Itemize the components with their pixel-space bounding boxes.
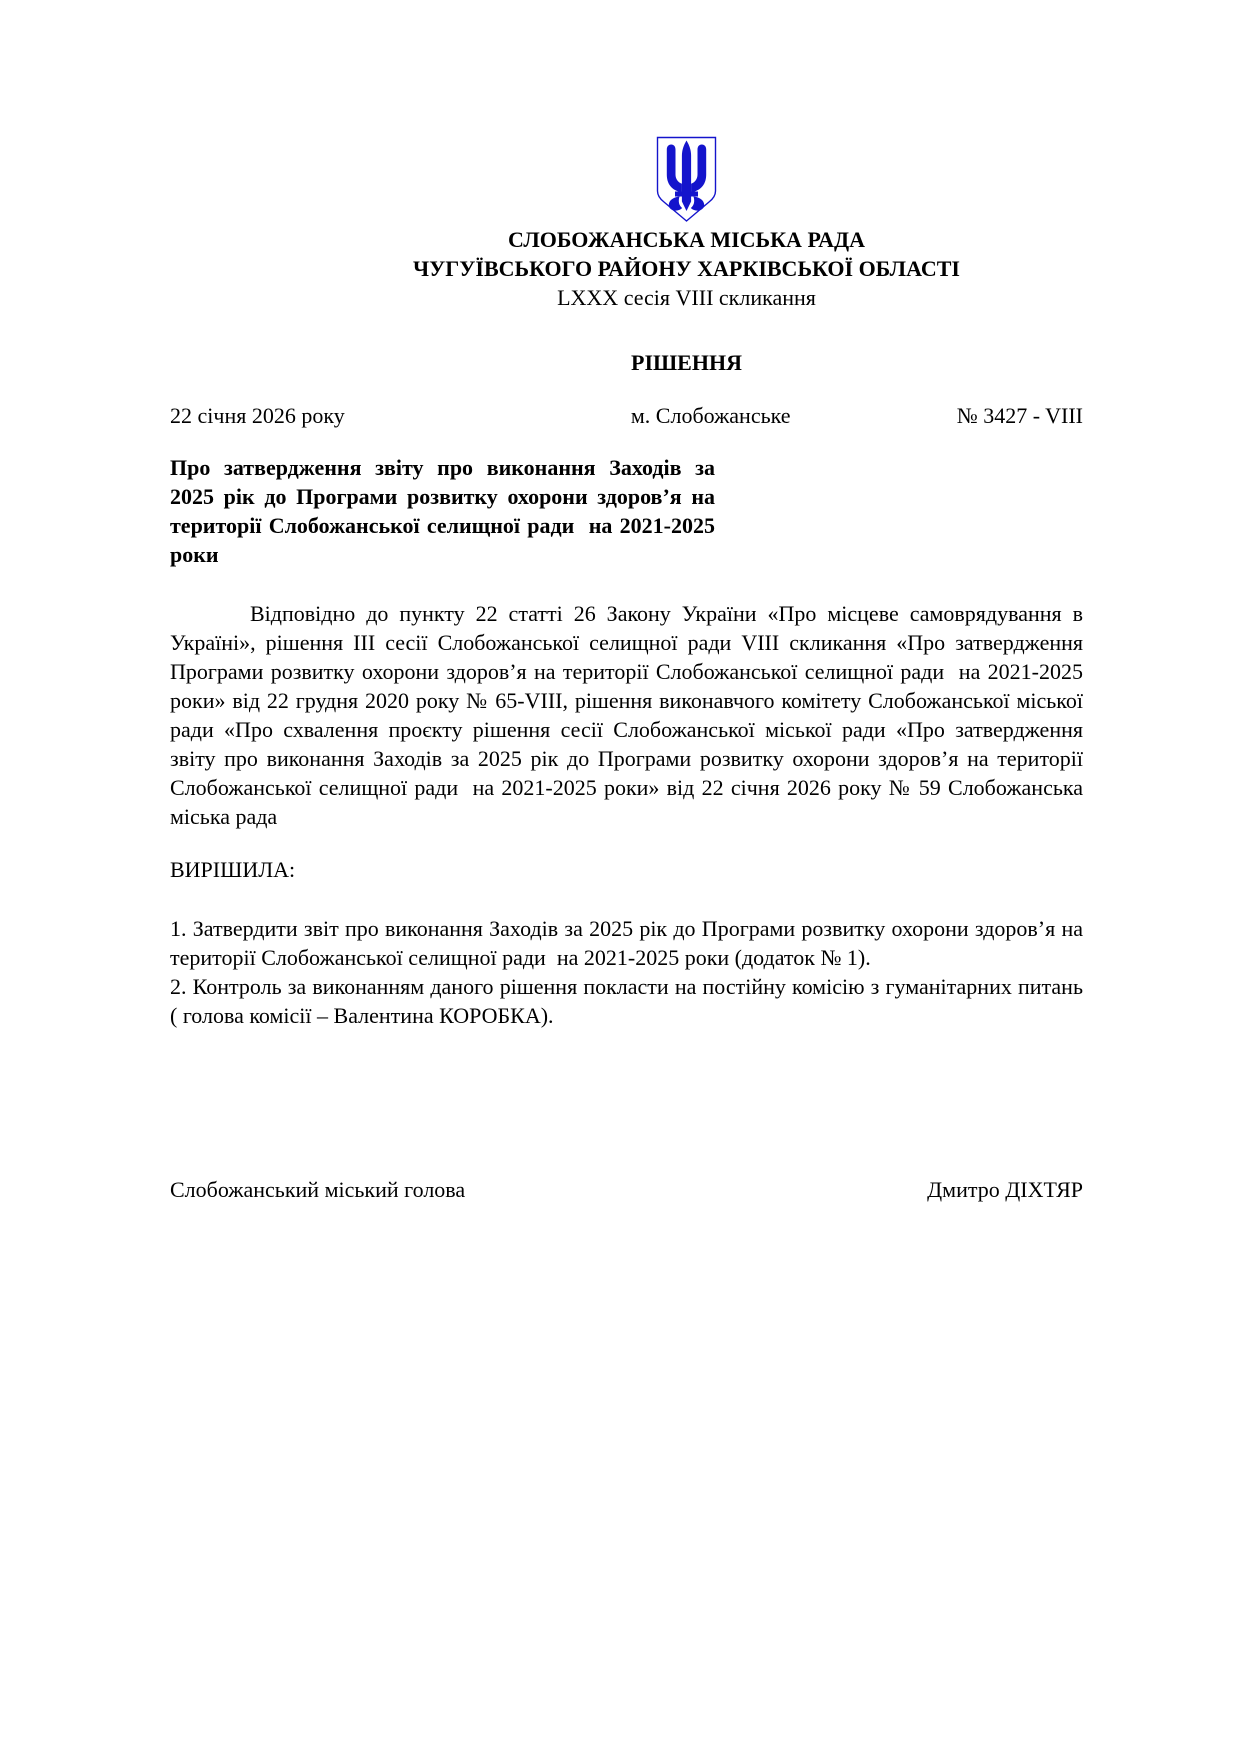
preamble-paragraph: Відповідно до пункту 22 статті 26 Закону України «Про місцеве самоврядування в Україні», рішення ІІІ сесії Слобожанської селищної ради VIII скликання «Про затвердження Програми розвитку охорони здоров’я на території Слобожанської селищної ради на 2021-2025 роки» від 22 грудня 2020 року № 65-VIII, рішення виконавчого комітету Слобожанської міської ради «Про схвалення проєкту рішення сесії Слобожанської міської ради «Про затвердження звіту про виконання Заходів за 2025 рік до Програми розвитку охорони здоров’я на території Слобожанської селищної ради на 2021-2025 роки» від 22 січня 2026 року № 59 Слобожанська міська рада	[170, 601, 1089, 829]
resolved-label: ВИРІШИЛА:	[170, 857, 296, 882]
subject-paragraph: Про затвердження звіту про виконання Заходів за 2025 рік до Програми розвитку охорони здоров’я на території Слобожанської селищної ради на 2021-2025 роки	[170, 455, 721, 567]
signatory-name: Дмитро ДІХТЯР	[927, 1177, 1083, 1202]
document-number: № 3427 - VIII	[956, 403, 1083, 428]
document-date: 22 січня 2026 року	[170, 403, 345, 428]
session-line: LXXX сесія VIII скликання	[557, 285, 816, 310]
document-place: м. Слобожанське	[630, 403, 791, 428]
ukraine-trident-emblem	[654, 135, 719, 225]
signature-row	[170, 1175, 1083, 1204]
resolution-items	[170, 914, 1089, 1030]
letterhead	[290, 135, 1083, 377]
trident-icon	[654, 135, 719, 225]
date-place-number-row	[170, 401, 1083, 430]
council-name: СЛОБОЖАНСЬКА МІСЬКА РАДА	[508, 227, 865, 252]
resolution-item-1: 1. Затвердити звіт про виконання Заходів за 2025 рік до Програми розвитку охорони здоров’я на території Слобожанської селищної ради на 2021-2025 роки (додаток № 1).	[170, 916, 1089, 970]
resolution-item-2: 2. Контроль за виконанням даного рішення покласти на постійну комісію з гуманітарних питань ( голова комісії – Валентина КОРОБКА).	[170, 974, 1089, 1028]
district-name: ЧУГУЇВСЬКОГО РАЙОНУ ХАРКІВСЬКОЇ ОБЛАСТІ	[412, 256, 960, 281]
signatory-title: Слобожанський міський голова	[170, 1177, 466, 1202]
document-type-title: РІШЕННЯ	[631, 350, 742, 375]
